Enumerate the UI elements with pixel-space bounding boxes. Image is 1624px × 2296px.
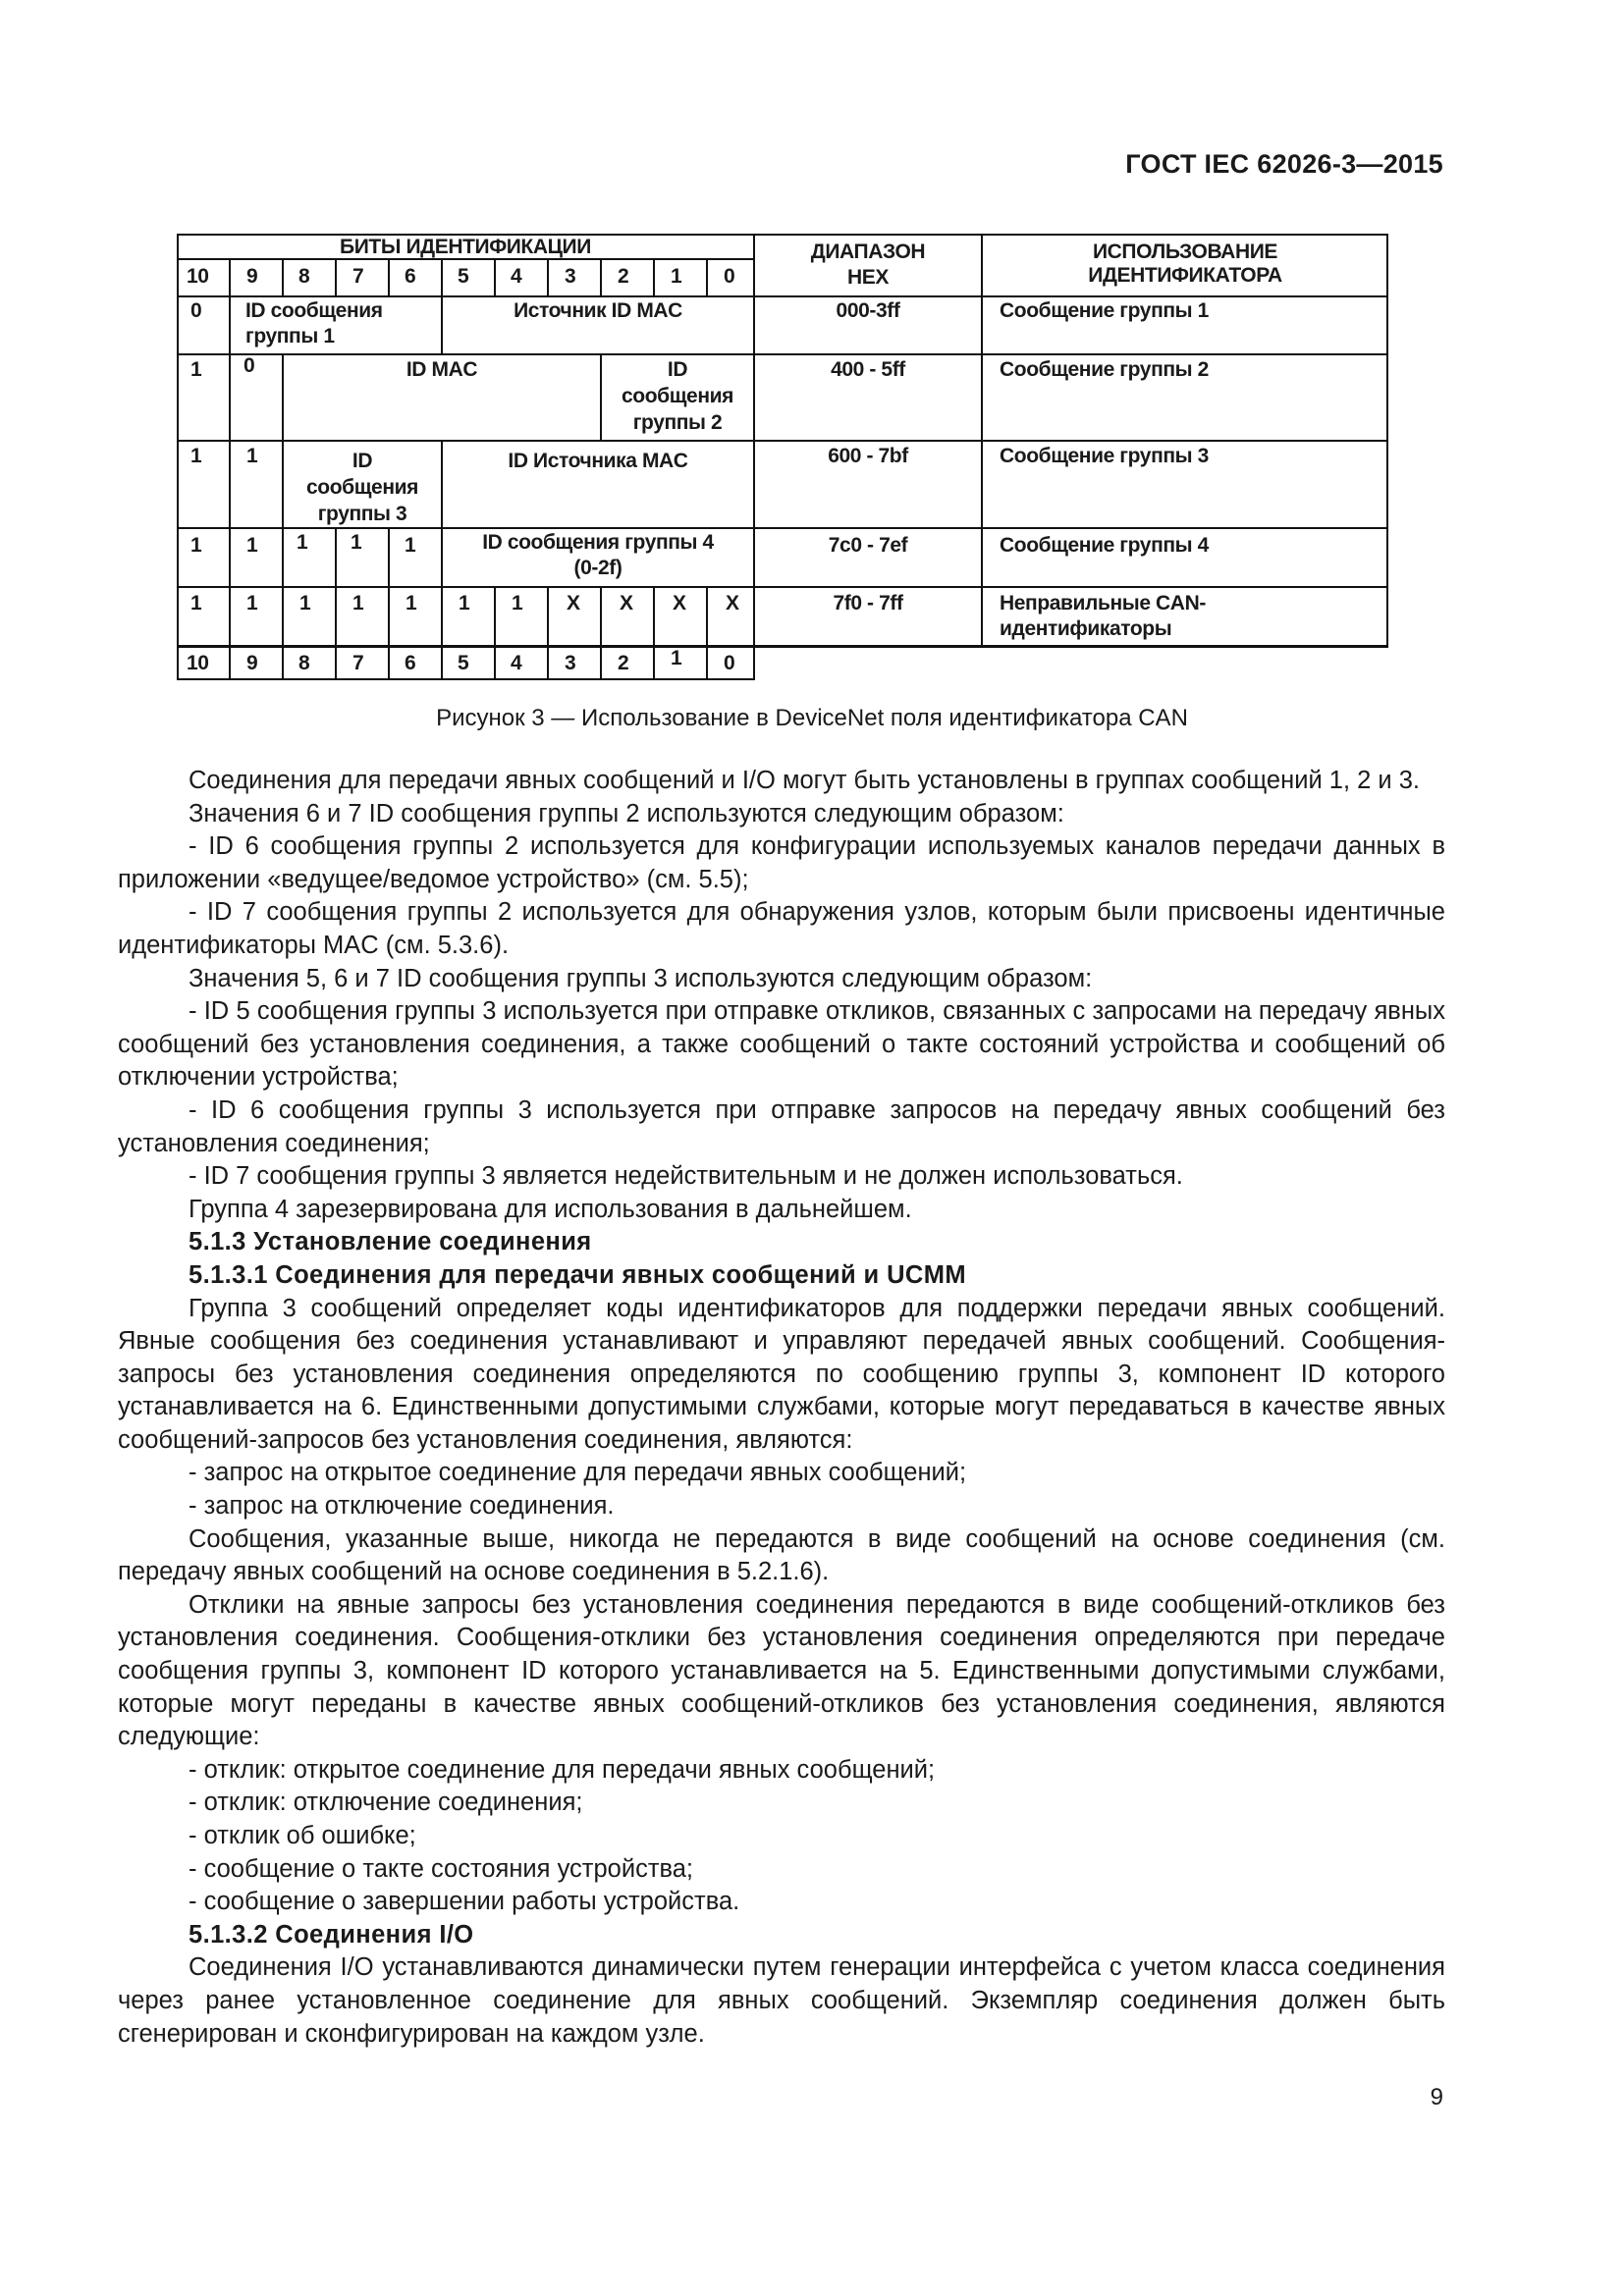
bit-number: 1 bbox=[671, 647, 682, 669]
bit-value: X bbox=[726, 592, 739, 614]
bit-number: 9 bbox=[246, 265, 258, 288]
group2-usage: Сообщение группы 2 bbox=[1000, 358, 1209, 381]
usage-header-line2: ИДЕНТИФИКАТОРА bbox=[1088, 264, 1282, 287]
list-item: - ID 5 сообщения группы 3 используется при отправке откликов, связанных с запросами на передачу явных сообщений без установления соединения, а также сообщений о такте состояний устройства и сообщений об отключении устройства; bbox=[118, 997, 1445, 1092]
subsection-heading: 5.1.3.2 Соединения I/O bbox=[189, 1920, 474, 1949]
group1-mac-source: Источник ID MAC bbox=[514, 299, 682, 322]
group2-msg-id-line2: сообщения bbox=[622, 385, 733, 407]
invalid-usage-line1: Неправильные CAN- bbox=[1000, 592, 1206, 614]
list-item: - запрос на открытое соединение для передачи явных сообщений; bbox=[189, 1459, 967, 1487]
bit-number: 3 bbox=[565, 652, 576, 674]
list-item: - запрос на отключение соединения. bbox=[189, 1492, 615, 1521]
paragraph: Значения 5, 6 и 7 ID сообщения группы 3 используются следующим образом: bbox=[189, 964, 1093, 992]
paragraph: Соединения для передачи явных сообщений и I/O могут быть установлены в группах сообщений 1, 2 и 3. bbox=[189, 767, 1420, 794]
bit-value: X bbox=[620, 592, 633, 614]
list-item: - сообщение о завершении работы устройства. bbox=[189, 1888, 740, 1916]
group4-msg-id-line2: (0-2f) bbox=[573, 557, 623, 579]
bit-number: 2 bbox=[618, 265, 629, 288]
bit-value: 1 bbox=[406, 592, 417, 614]
bit-number: 0 bbox=[724, 265, 735, 288]
group4-range: 7c0 - 7ef bbox=[828, 534, 908, 557]
bit-number: 2 bbox=[618, 652, 629, 674]
figure-caption: Рисунок 3 — Использование в DeviceNet поля идентификатора CAN bbox=[436, 705, 1188, 731]
bit-number: 7 bbox=[352, 652, 364, 674]
id-bits-header: БИТЫ ИДЕНТИФИКАЦИИ bbox=[340, 236, 591, 258]
range-header-line2: HEX bbox=[847, 266, 889, 289]
bit-number: 5 bbox=[458, 652, 469, 674]
list-item: - сообщение о такте состояния устройства; bbox=[189, 1854, 694, 1883]
bit-value: 0 bbox=[244, 354, 255, 377]
invalid-range: 7f0 - 7ff bbox=[833, 592, 903, 614]
group2-range: 400 - 5ff bbox=[831, 358, 905, 381]
can-identifier-figure bbox=[177, 234, 1388, 681]
bit-value: 1 bbox=[190, 358, 202, 381]
list-item: - отклик: отключение соединения; bbox=[189, 1789, 583, 1817]
bit-value: X bbox=[673, 592, 686, 614]
paragraph: Сообщения, указанные выше, никогда не передаются в виде сообщений на основе соединения (см. передачу явных сообщений на основе соединения в 5.2.1.6). bbox=[118, 1524, 1445, 1586]
document-body bbox=[118, 765, 1445, 2051]
bit-number: 3 bbox=[565, 265, 576, 288]
invalid-usage-line2: идентификаторы bbox=[1000, 617, 1172, 640]
group1-msg-id-line1: ID сообщения bbox=[245, 299, 383, 322]
bit-value: 1 bbox=[297, 531, 308, 554]
list-item: - ID 7 сообщения группы 3 является недействительным и не должен использоваться. bbox=[189, 1162, 1183, 1191]
bit-number: 9 bbox=[246, 652, 258, 674]
group4-msg-id-line1: ID сообщения группы 4 bbox=[482, 531, 714, 554]
bit-value: 0 bbox=[190, 299, 202, 322]
bit-value: 1 bbox=[512, 592, 523, 614]
group3-range: 600 - 7bf bbox=[828, 445, 908, 467]
bit-number: 6 bbox=[405, 652, 416, 674]
bit-number: 1 bbox=[671, 265, 682, 288]
section-heading: 5.1.3 Установление соединения bbox=[189, 1228, 592, 1256]
group1-range: 000-3ff bbox=[836, 299, 900, 322]
page-number: 9 bbox=[1430, 2084, 1443, 2110]
bit-number: 10 bbox=[187, 265, 209, 288]
range-header-line1: ДИАПАЗОН bbox=[810, 240, 926, 263]
paragraph: Группа 4 зарезервирована для использования в дальнейшем. bbox=[189, 1195, 912, 1223]
group2-msg-id-line1: ID bbox=[667, 358, 688, 381]
bit-number: 0 bbox=[724, 652, 735, 674]
list-item: - отклик: открытое соединение для передачи явных сообщений; bbox=[189, 1755, 936, 1784]
paragraph: Соединения I/O устанавливаются динамически путем генерации интерфейса с учетом класса соединения через ранее установленное соединение для явных сообщений. Экземпляр соединения должен быть сгенерирован и сконфигурирован на каждом узле. bbox=[118, 1953, 1445, 2048]
bit-value: 1 bbox=[246, 445, 258, 467]
list-item: - ID 7 сообщения группы 2 используется для обнаружения узлов, которым были присвоены идентичные идентификаторы MAC (см. 5.3.6). bbox=[118, 898, 1445, 959]
subsection-heading: 5.1.3.1 Соединения для передачи явных сообщений и UCMM bbox=[189, 1260, 967, 1289]
bit-number: 5 bbox=[458, 265, 469, 288]
paragraph: Группа 3 сообщений определяет коды идентификаторов для поддержки передачи явных сообщений. Явные сообщения без соединения устанавливают и управляют передачей явных сообщений. Сообщения-запросы без установления соединения определяются по сообщению группы 3, компонент ID которого устанавливается на 6. Единственными допустимыми службами, которые могут передаваться в качестве явных сообщений-запросов без установления соединения, являются: bbox=[118, 1294, 1445, 1454]
bit-number: 8 bbox=[298, 265, 310, 288]
group1-msg-id-line2: группы 1 bbox=[245, 325, 335, 347]
usage-header-line1: ИСПОЛЬЗОВАНИЕ bbox=[1092, 240, 1278, 263]
bit-number: 7 bbox=[352, 265, 364, 288]
group3-usage: Сообщение группы 3 bbox=[1000, 445, 1209, 467]
bit-value: 1 bbox=[405, 534, 416, 557]
group2-msg-id-line3: группы 2 bbox=[632, 411, 723, 434]
bit-value: 1 bbox=[190, 534, 202, 557]
list-item: - отклик об ошибке; bbox=[189, 1822, 416, 1849]
bit-value: 1 bbox=[190, 592, 202, 614]
bit-number: 4 bbox=[511, 652, 522, 674]
group3-msg-id-line1: ID bbox=[352, 450, 373, 472]
group4-usage: Сообщение группы 4 bbox=[1000, 534, 1209, 557]
group2-mac-id: ID MAC bbox=[406, 358, 478, 381]
paragraph: Значения 6 и 7 ID сообщения группы 2 используются следующим образом: bbox=[189, 799, 1064, 828]
bit-value: 1 bbox=[351, 531, 362, 554]
bit-number: 4 bbox=[511, 265, 522, 288]
bit-value: 1 bbox=[190, 445, 202, 467]
paragraph: Отклики на явные запросы без установления соединения передаются в виде сообщений-откликов без установления соединения. Сообщения-отклики без установления соединения определяются при передаче сообщения группы 3, компонент ID которого устанавливается на 5. Единственными допустимыми службами, которые могут переданы в качестве явных сообщений-откликов без установления соединения, являются следующие: bbox=[118, 1590, 1445, 1751]
bit-value: 1 bbox=[246, 592, 258, 614]
bit-value: 1 bbox=[459, 592, 470, 614]
bit-value: 1 bbox=[352, 592, 364, 614]
bit-value: 1 bbox=[246, 534, 258, 557]
bit-number: 8 bbox=[298, 652, 310, 674]
group3-msg-id-line3: группы 3 bbox=[317, 503, 407, 525]
group3-mac-source: ID Источника MAC bbox=[508, 450, 688, 472]
bit-value: 1 bbox=[299, 592, 311, 614]
group3-msg-id-line2: сообщения bbox=[306, 476, 418, 499]
list-item: - ID 6 сообщения группы 2 используется для конфигурации используемых каналов передачи данных в приложении «ведущее/ведомое устройство» (см. 5.5); bbox=[118, 832, 1445, 893]
bit-number: 10 bbox=[187, 652, 209, 674]
bit-number: 6 bbox=[405, 265, 416, 288]
document-standard-id: ГОСТ IEC 62026-3—2015 bbox=[1125, 149, 1443, 179]
list-item: - ID 6 сообщения группы 3 используется при отправке запросов на передачу явных сообщений без установления соединения; bbox=[118, 1095, 1445, 1157]
bit-value: X bbox=[567, 592, 580, 614]
group1-usage: Сообщение группы 1 bbox=[1000, 299, 1209, 322]
